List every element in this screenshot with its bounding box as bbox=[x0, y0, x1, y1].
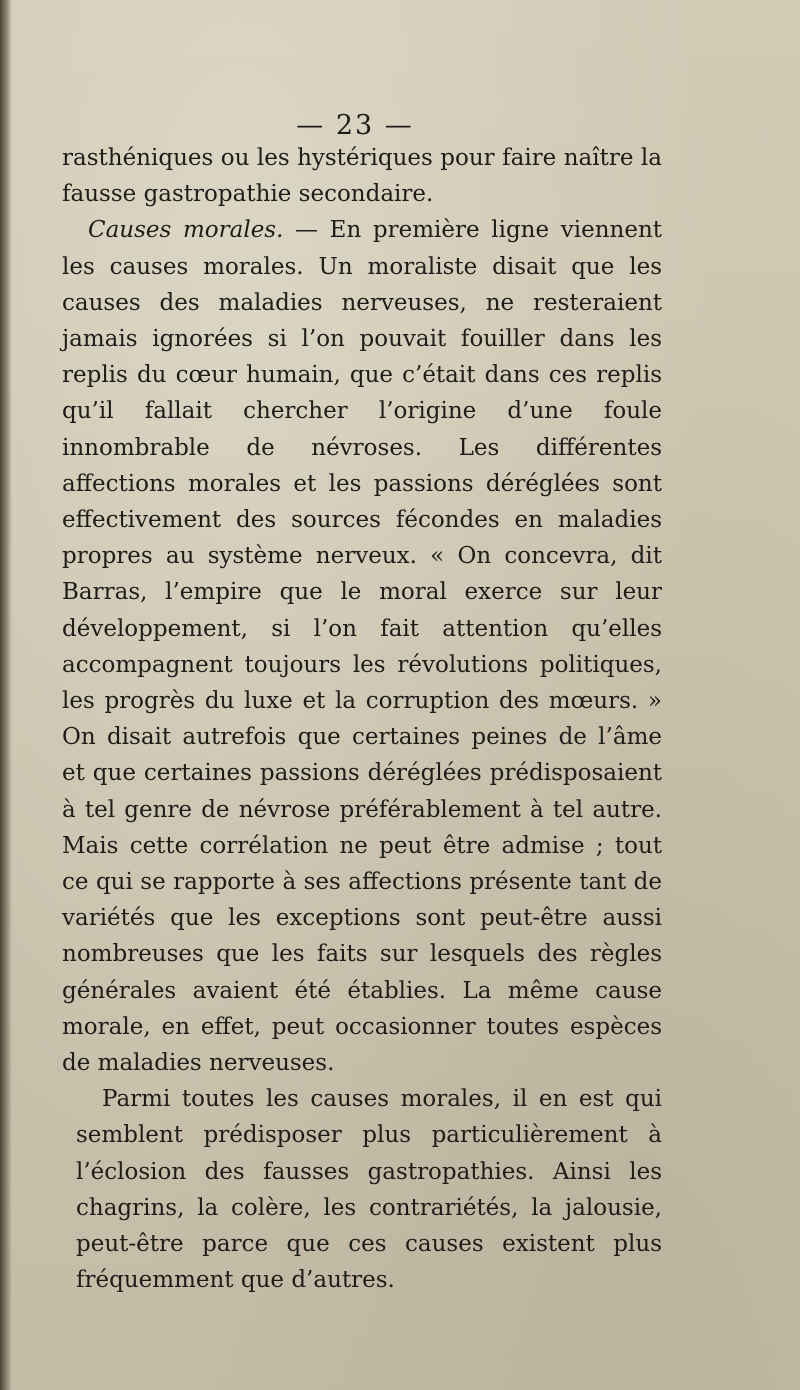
page-number: — 23 — bbox=[296, 110, 414, 141]
section-heading: Causes morales. bbox=[88, 217, 284, 244]
paragraph-continuation: rasthéniques ou les hystériques pour faire naître la fausse gastropathie secondaire. bbox=[62, 145, 662, 208]
body-text bbox=[62, 140, 662, 1299]
page-binding-edge bbox=[0, 0, 12, 1390]
paragraph-causes-morales bbox=[62, 212, 662, 1081]
paragraph-parmi: Parmi toutes les causes morales, il en est qui semblent prédisposer plus particulièrement à l’éclosion des fausses gastropathies. Ainsi les chagrins, la colère, les contrariétés, la jalousie, peut-être parce que ces causes existent plus fréquemment que d’autres. bbox=[76, 1086, 662, 1294]
paragraph-text: — En première ligne viennent les causes morales. Un moraliste disait que les causes des maladies nerveuses, ne resteraient jamais ignorées si l’on pouvait fouiller dans les replis du cœur humain, que c’était dans ces replis qu’il fallait chercher l’origine d’une foule innombrable de névroses. Les différentes affections morales et les passions déréglées sont effectivement des sources fécondes en maladies propres au système nerveux. « On concevra, dit Barras, l’empire que le moral exerce sur leur développement, si l’on fait attention qu’elles accompagnent toujours les révolutions politiques, les progrès du luxe et la corruption des mœurs. » On disait autrefois que certaines peines de l’âme et que certaines passions déréglées prédisposaient à tel genre de névrose préférablement à tel autre. Mais cette corrélation ne peut être admise ; tout ce qui se rapporte à ses affections présente tant de variétés que les exceptions sont peut-être aussi nombreuses que les faits sur lesquels des règles générales avaient été établies. La même cause morale, en effet, peut occasionner toutes espèces de maladies nerveuses. bbox=[62, 217, 662, 1077]
